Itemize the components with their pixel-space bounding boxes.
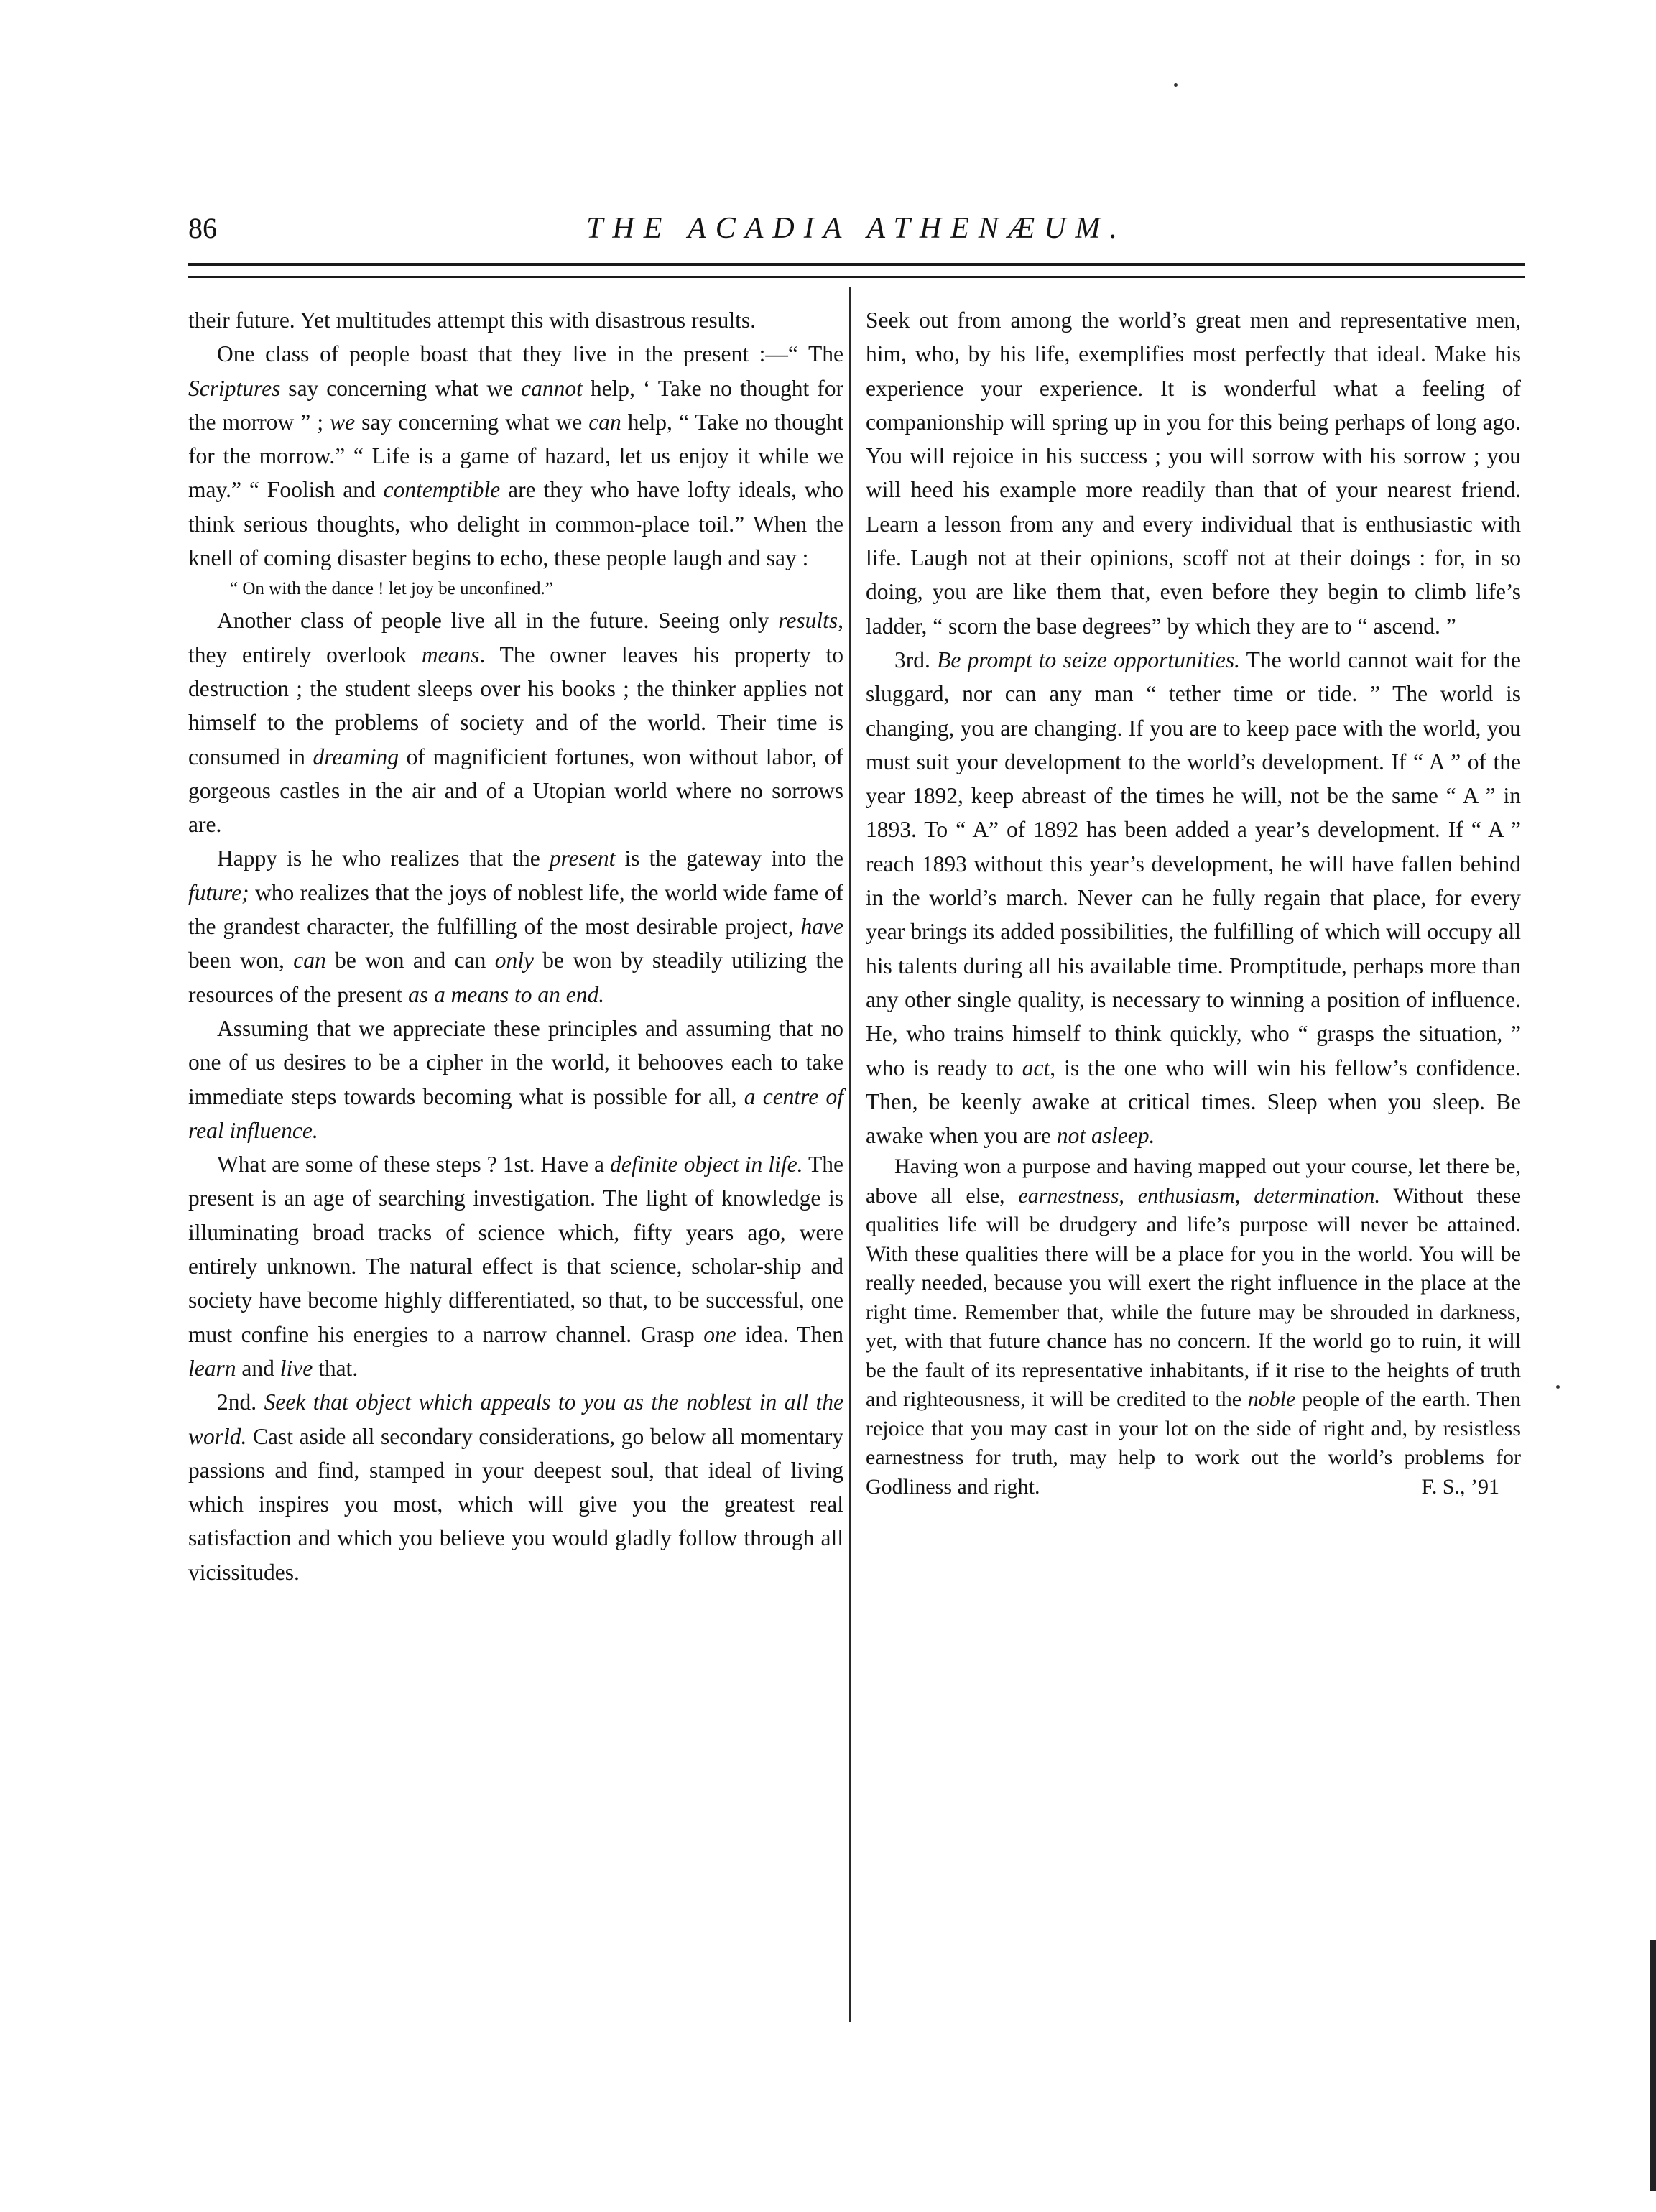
text-run: that. [313,1355,359,1381]
header-rule-bottom [188,276,1525,278]
scan-edge-mark [1650,1940,1656,2191]
text-run: The world cannot wait for the sluggard, nor can any man “ tether time or tide. ” The world is changing, you are changing. If you are to keep pace with the world, you must suit your development to the world’s development. If “ A ” of the year 1892, keep abreast of the times he will, not be the same “ A ” in 1893. To “ A” of 1892 has been added a year’s development. If “ A ” reach 1893 without this year’s development, he will have fallen behind in the world’s march. Never can he fully regain that place, for every year brings its added possibilities, the fulfilling of which will occupy all his talents during all his available time. Promptitude, perhaps more than any other single quality, is necessary to winning a position of influence. He, who trains himself to think quickly, who “ grasps the situation, ” who is ready to [866,647,1521,1080]
text-run: and [236,1355,280,1381]
page-number: 86 [188,212,217,244]
text-run: , is the one who will win his fellow’s confidence. Then, be keenly awake at critical times. Sleep when you sleep. Be awake when you are [866,1055,1521,1149]
running-title: THE ACADIA ATHENÆUM. [586,212,1127,245]
text-run: is the gateway into the [615,846,843,871]
text-run: help, ‘ Take no thought for the morrow ” ; [188,375,843,435]
text-run: 3rd. [894,647,938,672]
running-header [188,205,1525,251]
text-run: say concerning what we [355,409,589,435]
text-run: . The owner leaves his property to destruction ; the student sleeps over his books ; the thinker applies not himself to the problems of society and of the world. Their time is consumed in [188,642,843,769]
text-run: been won, [188,948,294,973]
italic-text: means [421,642,480,667]
italic-text: only [494,948,534,973]
italic-text: can [588,409,621,435]
text-run: Another class of people live all in the future. Seeing only [217,608,779,634]
italic-text: have [800,914,843,940]
text-run: idea. Then [736,1321,843,1347]
text-run: Cast aside all secondary considerations, go below all momentary passions and find, stamped in your deepest soul, that ideal of living which inspires you most, which will give you the greatest real satisfaction and which you believe you would gladly follow through all vicissitudes. [188,1423,843,1585]
italic-text: live [279,1355,313,1381]
italic-text: dreaming [313,744,399,769]
quoted-verse [188,575,843,603]
text-run: Seek out from among the world’s great men and representative men, him, who, by his life, exemplifies most perfectly that ideal. Make his experience your experience. It is wonderful what a feeling of companionship will spring up in you for this being perhaps of long ago. You will rejoice in his success ; you will sorrow with his sorrow ; you will heed his example more readily than that of your nearest friend. Learn a lesson from any and every individual that is enthusiastic with life. Laugh not at their opinions, scoff not at their doings : for, in so doing, you are like them that, even before they begin to climb life’s ladder, “ scorn the base degrees” by which they are to “ ascend. ” [866,307,1521,639]
italic-text: we [330,409,356,435]
italic-text: can [293,948,326,973]
paragraph [188,1147,843,1385]
italic-text: Be prompt to seize opportunities. [937,647,1240,672]
text-run: Without these qualities life will be drudgery and life’s purpose will never be attained. With these qualities there will be a place for you in the world. You will be really needed, because you will exert the right influence in the place at the right time. Remember that, while the future may be shrouded in darkness, yet, with that future chance has no concern. If the world go to ruin, it will be the fault of its representative inhabitants, if it rise to the heights of truth and righteousness, it will be credited to the [866,1183,1522,1412]
text-run: Assuming that we appreciate these principles and assuming that no one of us desires to be a cipher in the world, it behooves each to take immediate steps towards becoming what is possible for all, [188,1015,843,1109]
italic-text: definite object in life. [610,1152,803,1177]
column-divider [849,287,851,2022]
text-run: What are some of these steps ? 1st. Have a [217,1152,611,1177]
italic-text: results [778,608,838,634]
text-run: Having won a purpose and having mapped out your course, let there be, above all else, [866,1154,1521,1208]
scan-speck [1556,1385,1560,1389]
italic-text: cannot [521,375,583,401]
italic-text: one [703,1321,736,1347]
italic-text: noble [1247,1387,1296,1412]
paragraph [866,643,1521,1152]
italic-text: act [1022,1055,1050,1080]
text-run: their future. Yet multitudes attempt this with disastrous results. [188,307,757,333]
text-run: Happy is he who realizes that the [217,846,550,871]
italic-text: present [549,846,616,871]
text-run: The present is an age of searching investigation. The light of knowledge is illuminating broad tracks of science which, fifty years ago, were entirely unknown. The natural effect is that science, scholar-ship and society have become highly differentiated, so that, to be successful, one must confine his energies to a narrow channel. Grasp [188,1152,843,1347]
text-run: are they who have lofty ideals, who think serious thoughts, who delight in common-place toil.” When the knell of coming disaster begins to echo, these people laugh and say : [188,477,843,571]
text-run: of magnificient fortunes, won without labor, of gorgeous castles in the air and of a Utopian world where no sorrows are. [188,744,843,838]
italic-text: a centre of real influence. [188,1083,843,1143]
text-run: 2nd. [217,1389,264,1415]
text-run: “ On with the dance ! let joy be unconfined.” [230,579,553,599]
paragraph [188,1012,843,1147]
author-signature: F. S., ’91 [1421,1474,1499,1499]
italic-text: as a means to an end. [408,981,605,1007]
italic-text: future; [188,879,249,905]
italic-text: learn [188,1355,236,1381]
right-column [866,303,1521,1501]
paragraph [188,303,843,337]
paragraph [188,1385,843,1589]
paragraph [866,1152,1521,1501]
italic-text: Seek that object which appeals to you as the noblest in all the world. [188,1389,843,1449]
italic-text: Scriptures [188,375,281,401]
text-run: be won by steadily utilizing the resources of the present [188,948,843,1007]
text-run: who realizes that the joys of noblest life, the world wide fame of the grandest character, the fulfilling of the most desirable project, [188,879,843,940]
italic-text: contemptible [383,477,501,503]
text-run: One class of people boast that they live in the present :—“ The [217,341,843,367]
text-run: , they entirely overlook [188,608,843,667]
italic-text: earnestness, enthusiasm, determination. [1018,1183,1381,1208]
paragraph [188,841,843,1011]
left-column [188,303,843,1589]
paragraph [866,303,1521,643]
header-rule-top [188,263,1525,266]
text-run: people of the earth. Then rejoice that you may cast in your lot on the side of right and, by resistless earnestness for truth, may help to work out the world’s problems for Godliness and right. [866,1387,1521,1499]
paragraph [188,603,843,841]
text-run: be won and can [325,948,495,973]
italic-text: not asleep. [1056,1123,1155,1149]
paragraph [188,337,843,575]
text-run: say concerning what we [280,375,522,401]
scan-speck [1174,83,1178,87]
text-run: help, “ Take no thought for the morrow.” “ Life is a game of hazard, let us enjoy it while we may.” “ Foolish and [188,409,844,503]
